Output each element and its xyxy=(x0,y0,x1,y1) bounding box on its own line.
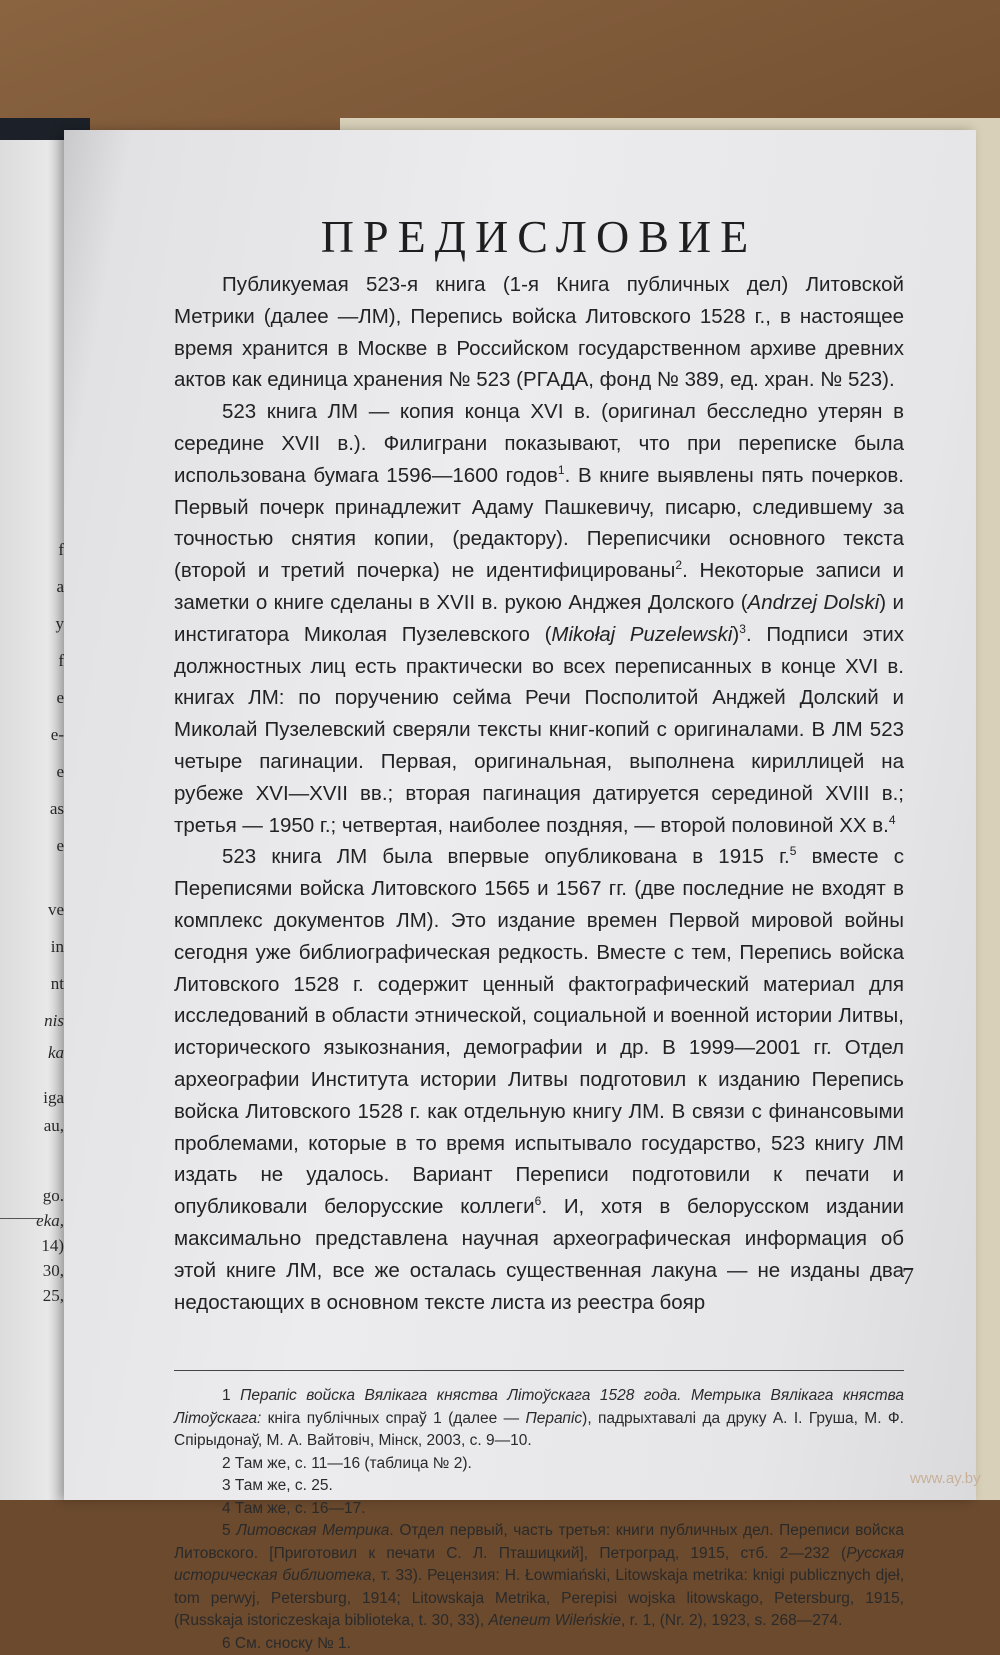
body-paragraph xyxy=(174,841,904,1318)
left-page-fragment: f xyxy=(58,651,64,670)
footnote-ref: 2 xyxy=(675,558,683,573)
body-paragraph xyxy=(174,269,904,396)
page-content xyxy=(174,210,904,1655)
text-run: 3 Там же, с. 25. xyxy=(222,1477,333,1495)
right-page xyxy=(64,130,976,1652)
watermark-text: www.ay.by xyxy=(910,1470,981,1487)
text-run: , r. 1, (Nr. 2), 1923, s. 268—274. xyxy=(620,1612,843,1630)
footnote-ref: 4 xyxy=(888,812,896,827)
footnote-ref: 6 xyxy=(534,1194,542,1209)
left-page-fragment: f xyxy=(58,540,64,559)
text-run: 5 xyxy=(222,1522,237,1540)
text-run: . И, хотя в белорусском издании максимально представлена научная археографическая информация об этой книге ЛМ, все же осталась существенная лакуна — не изданы два недостающих в основном тексте листа из реестра бояр xyxy=(174,1195,905,1314)
left-page-fragment: ka xyxy=(47,1043,64,1062)
left-page-fragment: nt xyxy=(50,974,64,993)
footnote xyxy=(174,1453,904,1476)
body-text xyxy=(174,269,904,1318)
text-run: . Некоторые записи и заметки о книге сделаны в XVII в. рукою Анджея Долского ( xyxy=(174,559,904,614)
left-page-fragment: a xyxy=(56,577,64,596)
text-run: 523 книга ЛМ — копия конца XVI в. (оригинал бесследно утерян в середине XVII в.). Филиграни показывают, что при переписке была использована бумага 1596—1600 годов xyxy=(174,400,904,487)
text-run: 1 xyxy=(222,1387,241,1405)
footnote-ref: 3 xyxy=(739,621,746,636)
text-run: ), падрыхтавалі да друку А. І. Груша, М. Ф. Спірыдонаў, М. А. Вайтовіч, Мінск, 2003, с. 9—10. xyxy=(174,1409,904,1450)
text-run: 2 Там же, с. 11—16 (таблица № 2). xyxy=(222,1454,472,1472)
page-number: 7 xyxy=(902,1264,914,1290)
footnotes xyxy=(174,1385,904,1655)
footnote-ref: 1 xyxy=(557,462,565,477)
italic-text: Ateneum Wileńskie xyxy=(488,1612,621,1630)
left-page-fragment: ve xyxy=(47,900,64,919)
footnote xyxy=(174,1520,904,1633)
left-page-fragment: eka, xyxy=(36,1211,64,1230)
body-paragraph xyxy=(174,396,904,841)
text-run: . Отдел первый, часть третья: книги публичных дел. Переписи войска Литовского. [Приготовил к печати С. Л. Пташицкий], Петроград, 1915, стб. 2—232 ( xyxy=(174,1522,905,1562)
left-page-fragment: nis xyxy=(44,1011,64,1030)
footnote-ref: 5 xyxy=(789,844,797,859)
footnote xyxy=(174,1498,904,1521)
left-page-fragment: as xyxy=(49,799,64,818)
left-page-fragment: e xyxy=(56,688,64,707)
italic-text: Перапіс войска Вялікага княства Літоўскага 1528 года. Метрыка Вялікага княства Літоўскага: xyxy=(174,1387,904,1427)
left-page-rule xyxy=(0,1218,40,1219)
text-run: , т. 33). Рецензия: H. Łowmiański, Litowskaja metrika: knigi publicznych djeł, tom perwyj, Petersburg, 1914; Litowskaja Metrika, Perepisi wojska litowskago, Petersburg, 1915, (Russkaja istoriczeskaja biblioteka, t. 30, 33), xyxy=(174,1567,905,1630)
left-page-fragment: y xyxy=(55,614,64,633)
left-page-fragment: 30, xyxy=(42,1261,64,1280)
left-page-fragment: au, xyxy=(43,1116,64,1135)
text-run: Публикуемая 523-я книга (1-я Книга публичных дел) Литовской Метрики (далее —ЛМ), Перепись войска Литовского 1528 г., в настоящее время хранится в Москве в Российском государственном архиве древних актов как единица хранения № 523 (РГАДА, фонд № 389, ед. хран. № 523). xyxy=(174,273,904,392)
italic-text: Русская историческая библиотека xyxy=(174,1544,904,1585)
text-run: . Подписи этих должностных лиц есть практически во всех переписанных в конце XVI в. книгах ЛМ: по поручению сейма Речи Посполитой Анджей Долский и Миколай Пузелевский сверяли тексты книг-копий с оригиналами. В ЛМ 523 четыре пагинации. Первая, оригинальная, выполнена кириллицей на рубеже XVI—XVII вв.; вторая пагинация датируется серединой XVIII в.; третья — 1950 г.; четвертая, наиболее поздняя, — второй половиной XX в. xyxy=(174,622,904,837)
footnote xyxy=(174,1475,904,1498)
text-run: 4 Там же, с. 16—17. xyxy=(222,1499,366,1517)
page-title: ПРЕДИСЛОВИЕ xyxy=(320,211,758,262)
left-page xyxy=(0,140,68,1500)
left-page-fragment: go. xyxy=(42,1186,64,1205)
italic-text: Литовская Метрика xyxy=(236,1522,390,1540)
text-run: 523 книга ЛМ была впервые опубликована в 1915 г. xyxy=(222,845,790,869)
footnote-rule xyxy=(174,1370,904,1371)
text-run: 6 См. сноску № 1. xyxy=(222,1634,351,1652)
left-page-fragment: e- xyxy=(50,725,64,744)
left-page-fragment: e xyxy=(56,762,64,781)
left-page-fragment: e xyxy=(56,836,64,855)
italic-text: Mikołaj Puzelewski xyxy=(551,622,733,646)
footnote xyxy=(174,1633,904,1655)
italic-text: Andrzej Dolski xyxy=(747,590,880,614)
left-page-fragment: 25, xyxy=(42,1286,64,1305)
left-page-fragment: iga xyxy=(43,1088,64,1107)
italic-text: Перапіс xyxy=(525,1409,583,1427)
text-run: . В книге выявлены пять почерков. Первый почерк принадлежит Адаму Пашкевичу, писарю, следившему за точностью снятия копии, (редактору). Переписчики основного текста (второй и третий почерка) не идентифицированы xyxy=(174,463,904,583)
text-run: кніга публічных спраў 1 (далее — xyxy=(261,1409,526,1427)
text-run: ) xyxy=(732,622,740,646)
footnote xyxy=(174,1385,904,1453)
text-run: вместе с Переписями войска Литовского 1565 и 1567 гг. (две последние не входят в комплекс документов ЛМ). Это издание времен Первой мировой войны сегодня уже библиографическая редкость. Вместе с тем, Перепись войска Литовского 1528 г. содержит ценный фактографический материал для исследований в области этнической, социальной и военной истории Литвы, исторического языкознания, демографии и др. В 1999—2001 гг. Отдел археографии Института истории Литвы подготовил к изданию Перепись войска Литовского 1528 г. как отдельную книгу ЛМ. В связи с финансовыми проблемами, которые в то время испытывало государство, 523 книгу ЛМ издать не удалось. Вариант Переписи подготовили к печати и опубликовали белорусские коллеги xyxy=(174,845,905,1219)
left-page-fragment: in xyxy=(50,937,64,956)
left-page-fragment: 14) xyxy=(41,1236,64,1255)
text-run: ) и инстигатора Миколая Пузелевского ( xyxy=(174,590,904,646)
